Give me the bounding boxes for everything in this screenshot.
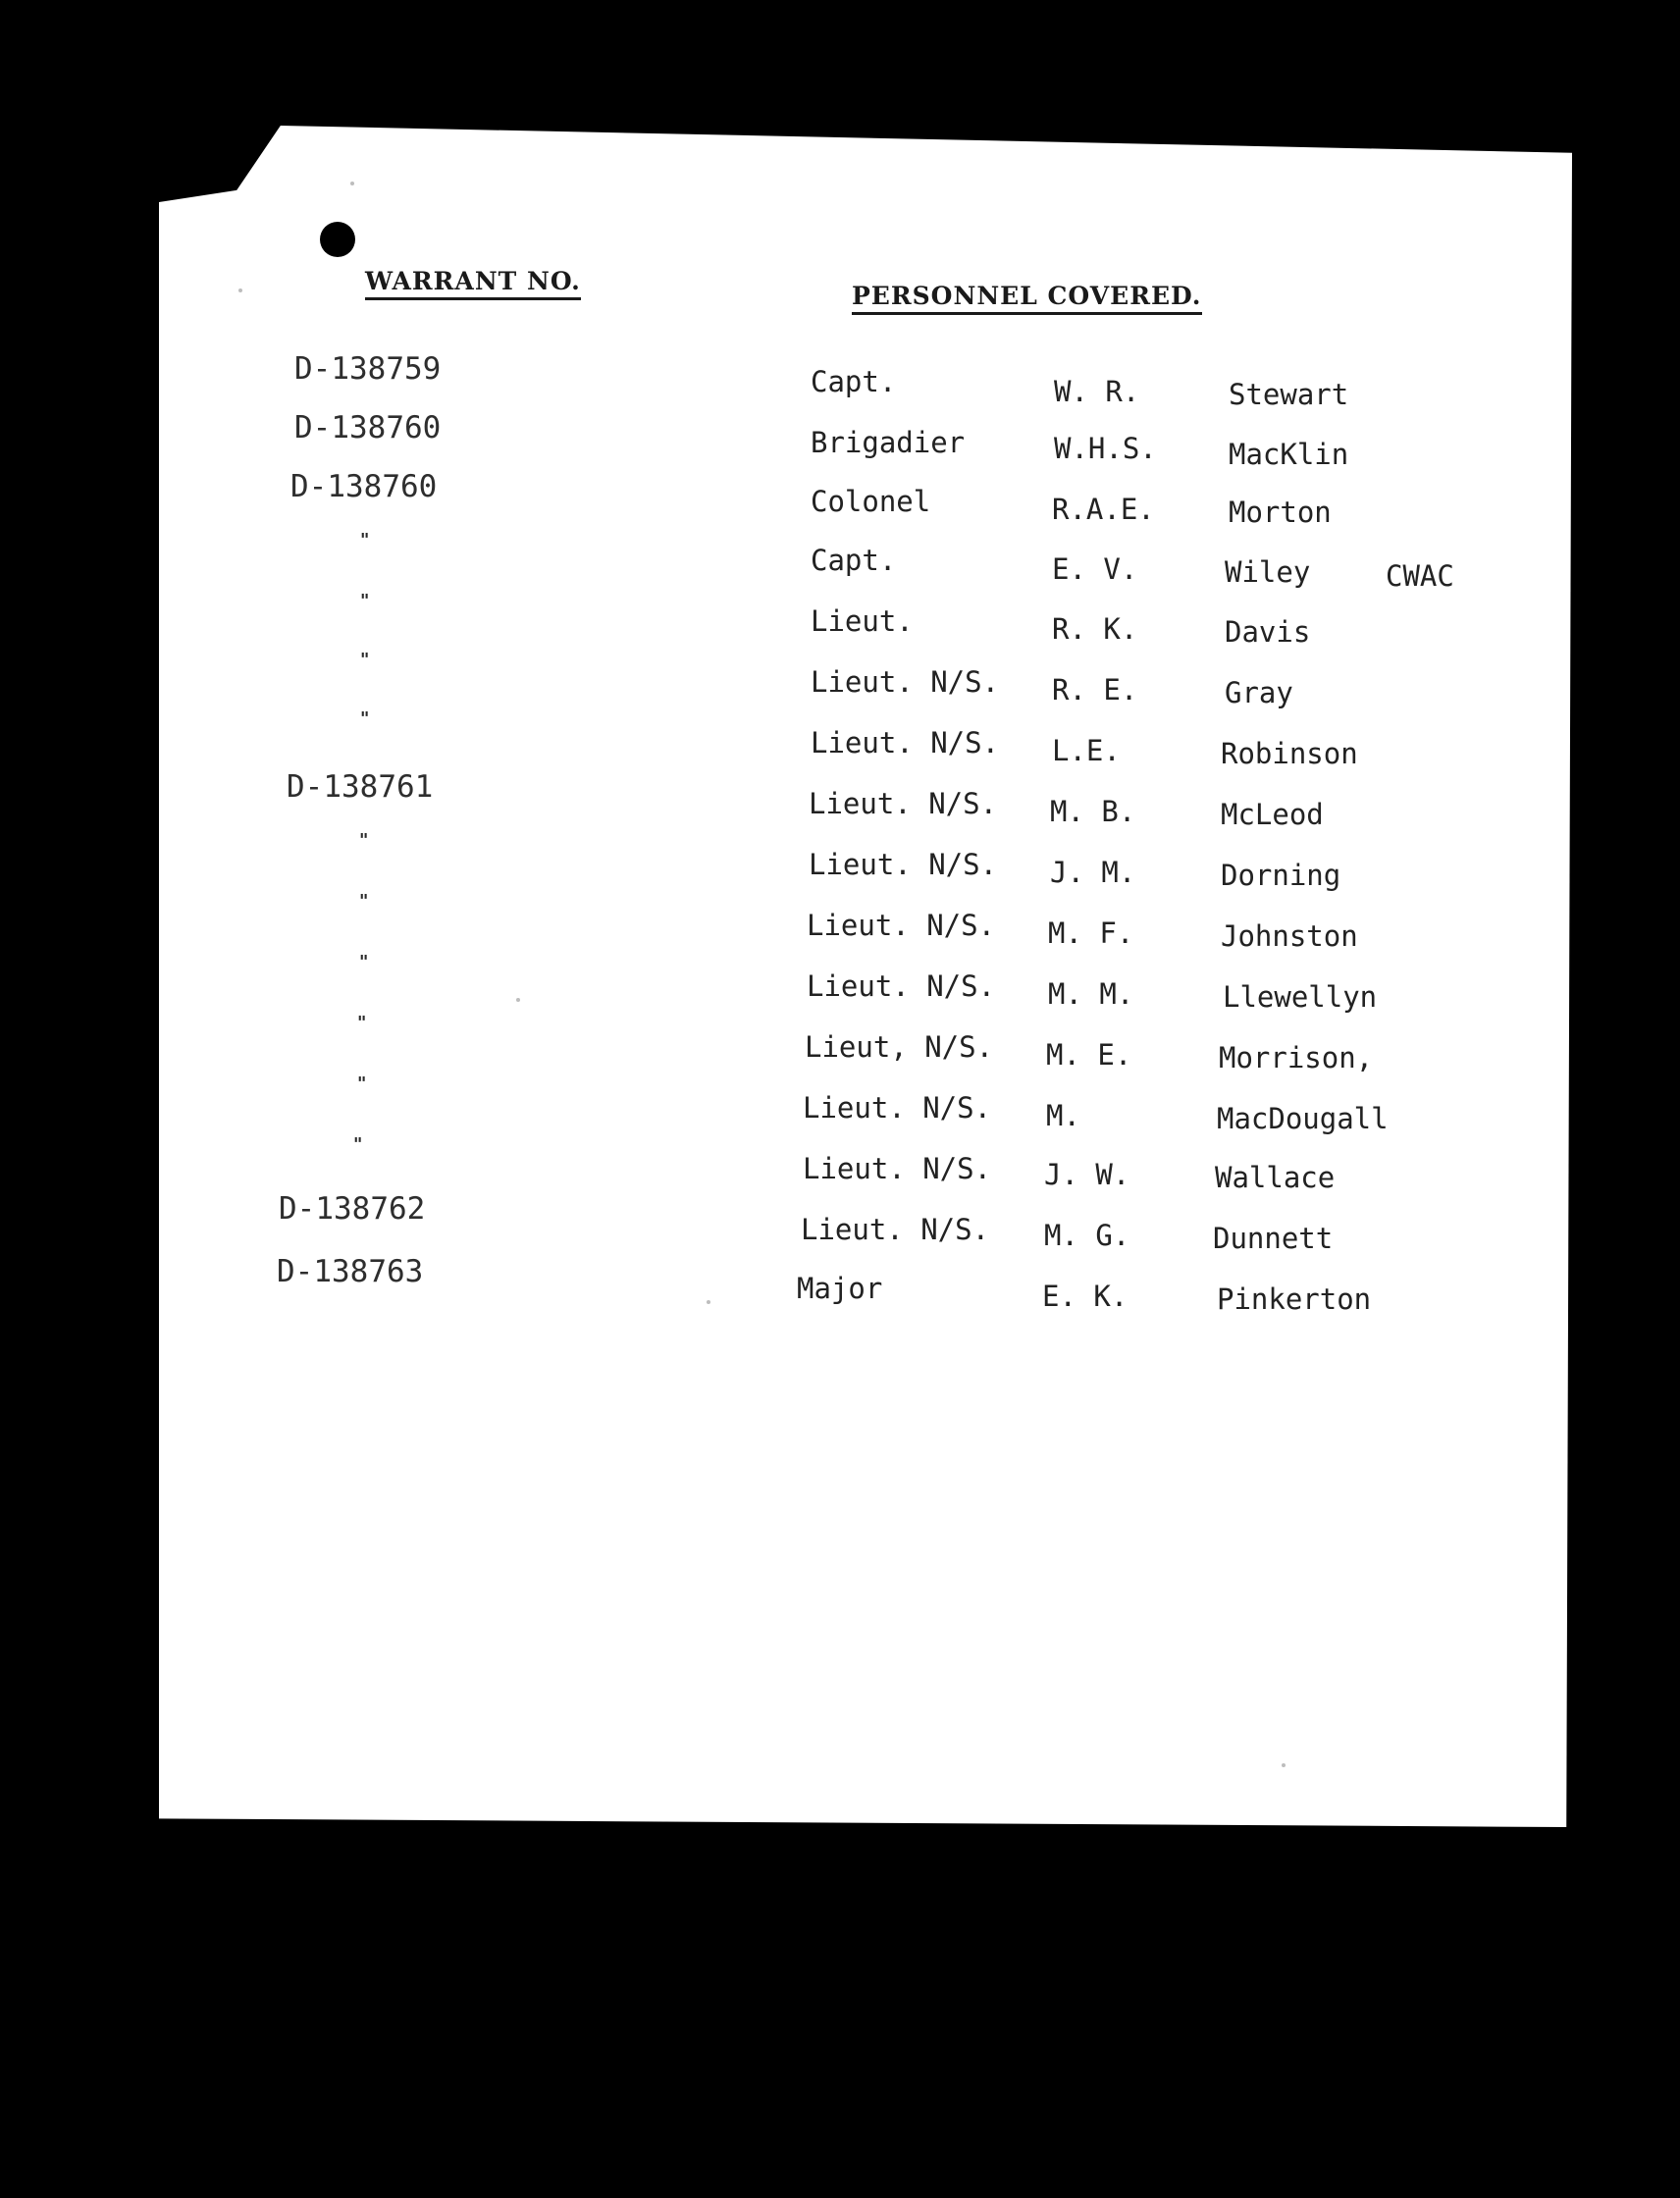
- initials: M. B.: [1050, 795, 1136, 828]
- rank: Capt.: [811, 544, 897, 577]
- rank: Lieut. N/S.: [807, 909, 996, 942]
- surname: Wallace: [1215, 1161, 1336, 1194]
- rank: Brigadier: [811, 426, 966, 459]
- ink-speck: [238, 288, 242, 292]
- surname: Robinson: [1221, 737, 1358, 770]
- initials: W. R.: [1054, 375, 1140, 408]
- punch-hole: [320, 222, 355, 257]
- rank: Lieut. N/S.: [811, 726, 1000, 759]
- rank: Lieut. N/S.: [807, 969, 996, 1003]
- initials: L.E.: [1052, 734, 1121, 767]
- rank: Lieut. N/S.: [811, 665, 1000, 699]
- ink-speck: [1282, 1763, 1286, 1767]
- unit-note: CWAC: [1386, 559, 1454, 593]
- surname: Wiley: [1225, 555, 1311, 589]
- ditto-mark: ": [359, 830, 369, 851]
- surname: McLeod: [1221, 798, 1324, 831]
- initials: J. M.: [1050, 856, 1136, 889]
- ditto-mark: ": [360, 530, 370, 550]
- initials: M. E.: [1046, 1038, 1132, 1072]
- rank: Lieut, N/S.: [805, 1030, 994, 1064]
- surname: Morrison,: [1219, 1041, 1374, 1074]
- rank: Lieut. N/S.: [803, 1091, 992, 1125]
- initials: E. V.: [1052, 552, 1138, 586]
- surname: Johnston: [1221, 919, 1358, 953]
- surname: Gray: [1225, 676, 1293, 709]
- ditto-mark: ": [360, 591, 370, 611]
- surname: Davis: [1225, 615, 1311, 649]
- initials: R.A.E.: [1052, 493, 1155, 526]
- surname: MacDougall: [1217, 1102, 1389, 1135]
- initials: E. K.: [1042, 1280, 1129, 1313]
- ditto-mark: ": [357, 1013, 367, 1033]
- warrant-number-header: WARRANT NO.: [365, 267, 581, 300]
- surname: Dunnett: [1213, 1222, 1334, 1255]
- initials: M. M.: [1048, 977, 1134, 1011]
- surname: MacKlin: [1229, 438, 1349, 471]
- rank: Capt.: [811, 365, 897, 398]
- surname: Pinkerton: [1217, 1282, 1372, 1316]
- initials: J. W.: [1044, 1158, 1130, 1191]
- ditto-mark: ": [357, 1073, 367, 1094]
- initials: M.: [1046, 1099, 1080, 1132]
- warrant-number: D-138761: [287, 769, 434, 805]
- ditto-mark: ": [360, 650, 370, 670]
- initials: R. K.: [1052, 612, 1138, 646]
- warrant-number: D-138762: [279, 1191, 426, 1227]
- rank: Lieut. N/S.: [809, 848, 998, 881]
- rank: Colonel: [811, 485, 931, 518]
- initials: R. E.: [1052, 673, 1138, 706]
- ditto-mark: ": [353, 1134, 363, 1155]
- warrant-number: D-138760: [290, 469, 438, 504]
- rank: Lieut.: [811, 604, 914, 638]
- rank: Major: [797, 1272, 883, 1305]
- ditto-mark: ": [359, 891, 369, 912]
- warrant-number: D-138763: [277, 1254, 424, 1289]
- initials: M. F.: [1048, 916, 1134, 950]
- surname: Dorning: [1221, 859, 1341, 892]
- warrant-number: D-138759: [294, 351, 442, 387]
- ink-speck: [516, 998, 520, 1002]
- rank: Lieut. N/S.: [809, 787, 998, 820]
- surname: Stewart: [1229, 378, 1349, 411]
- warrant-number: D-138760: [294, 410, 442, 445]
- ditto-mark: ": [360, 708, 370, 729]
- surname: Llewellyn: [1223, 980, 1378, 1014]
- initials: W.H.S.: [1054, 432, 1157, 465]
- surname: Morton: [1229, 496, 1332, 529]
- rank: Lieut. N/S.: [803, 1152, 992, 1185]
- initials: M. G.: [1044, 1219, 1130, 1252]
- ink-speck: [350, 182, 354, 185]
- personnel-covered-header: PERSONNEL COVERED.: [852, 282, 1202, 315]
- ink-speck: [707, 1300, 710, 1304]
- rank: Lieut. N/S.: [801, 1213, 990, 1246]
- ditto-mark: ": [359, 952, 369, 972]
